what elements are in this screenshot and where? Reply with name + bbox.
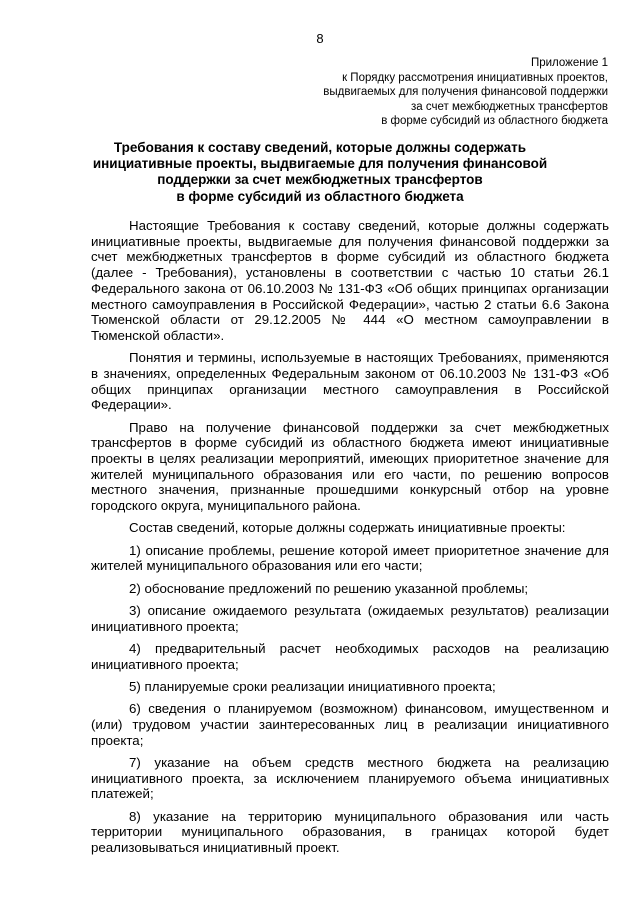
eligibility-paragraph: Право на получение финансовой поддержки за счет межбюджетных трансфертов в форме субсидий из областного бюджета имеют инициативные проекты в целях реализации мероприятий, имеющих приоритетное значение для жителей муниципального образования или его части, по решению вопросов местного значения, признанные прошедшими конкурсный отбор на уровне городского округа, муниципального района. [91, 419, 609, 514]
list-item: 4) предварительный расчет необходимых расходов на реализацию инициативного проекта; [91, 641, 609, 672]
appendix-line: в форме субсидий из областного бюджета [381, 115, 608, 128]
appendix-line: Приложение 1 [530, 57, 608, 69]
title-line: инициативные проекты, выдвигаемые для получения финансовой [92, 156, 548, 172]
list-item: 2) обоснование предложений по решению указанной проблемы; [129, 580, 529, 596]
terms-paragraph: Понятия и термины, используемые в настоящих Требованиях, применяются в значениях, определенных Федеральным законом от 06.10.2003 № 131-ФЗ «Об общих принципах организации местного самоуправления в Российской Федерации». [91, 350, 609, 413]
list-item: 5) планируемые сроки реализации инициативного проекта; [129, 679, 496, 695]
appendix-line: за счет межбюджетных трансфертов [411, 100, 608, 113]
list-item: 1) описание проблемы, решение которой имеет приоритетное значение для жителей муниципального образования или его части; [91, 542, 609, 574]
title-line: Требования к составу сведений, которые должны содержать [113, 140, 527, 155]
title-line: поддержки за счет межбюджетных трансфертов [157, 172, 483, 188]
document-body [91, 218, 609, 862]
appendix-line: к Порядку рассмотрения инициативных проектов, [342, 71, 608, 84]
intro-paragraph: Настоящие Требования к составу сведений, которые должны содержать инициативные проекты, выдвигаемые для получения финансовой поддержки за счет межбюджетных трансфертов в форме субсидий из областного бюджета (далее - Требования), установлены в соответствии с частью 10 статьи 26.1 Федерального закона от 06.10.2003 № 131-ФЗ «Об общих принципах организации местного самоуправления в Российской Федерации», частью 2 статьи 6.6 Закона Тюменской области от 29.12.2005 № 444 «О местном самоуправлении в Тюменской области». [91, 218, 609, 343]
page-number: 8 [316, 31, 324, 46]
list-item: 8) указание на территорию муниципального образования или часть территории муниципального образования, в границах которой будет реализовываться инициативный проект. [91, 808, 609, 856]
list-item: 6) сведения о планируемом (возможном) финансовом, имущественном и (или) трудовом участии заинтересованных лиц в реализации инициативного проекта; [91, 701, 609, 748]
document-title [80, 140, 560, 205]
list-item: 7) указание на объем средств местного бюджета на реализацию инициативного проекта, за исключением планируемого объема инициативных платежей; [91, 755, 609, 802]
composition-paragraph: Состав сведений, которые должны содержать инициативные проекты: [129, 520, 566, 536]
title-line: в форме субсидий из областного бюджета [176, 188, 464, 204]
appendix-line: выдвигаемых для получения финансовой поддержки [323, 86, 608, 99]
list-item: 3) описание ожидаемого результата (ожидаемых результатов) реализации инициативного проекта; [91, 603, 609, 634]
appendix-header [278, 56, 608, 129]
